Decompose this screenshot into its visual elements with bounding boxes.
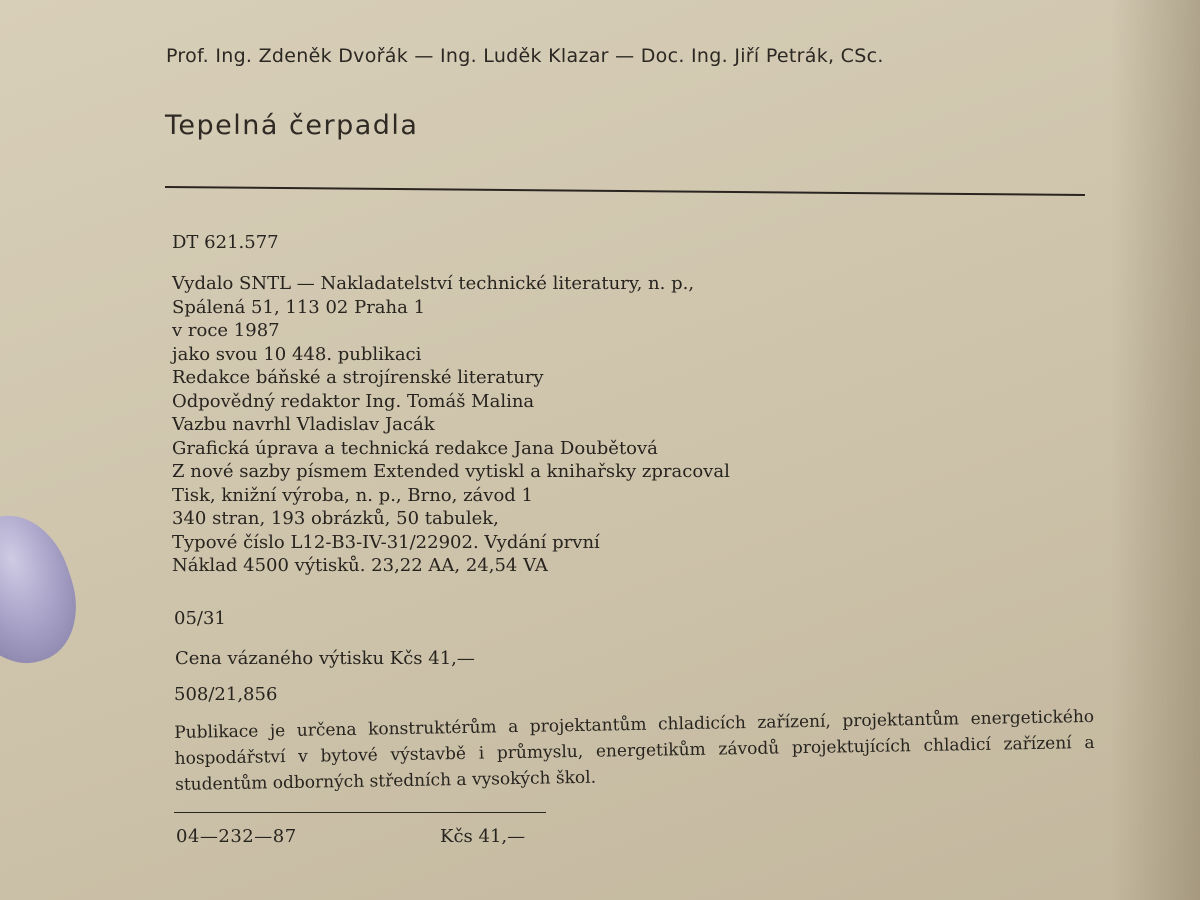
description-paragraph: Publikace je určena konstruktérům a projektantům chladicích zařízení, projektantům energetického hospodářství v bytové výstavbě i průmyslu, energetikům závodů projektujících chladicí zařízení a studentům odborných středních a vysokých škol. (174, 706, 1095, 795)
page-shadow (1110, 0, 1200, 900)
imprint-line: Typové číslo L12-B3-IV-31/22902. Vydání první (172, 531, 600, 553)
dt-classification: DT 621.577 (172, 232, 279, 253)
price-line: Cena vázaného výtisku Kčs 41,— (175, 648, 475, 669)
imprint-line: Odpovědný redaktor Ing. Tomáš Malina (172, 390, 535, 412)
imprint-line: Náklad 4500 výtisků. 23,22 AA, 24,54 VA (172, 555, 548, 576)
code-line: 05/31 (174, 608, 226, 629)
imprint-line: Vazbu navrhl Vladislav Jacák (172, 414, 435, 435)
imprint-line: Spálená 51, 113 02 Praha 1 (172, 296, 426, 318)
imprint-line: Grafická úprava a technická redakce Jana Doubětová (172, 437, 658, 459)
imprint-line: v roce 1987 (172, 320, 280, 341)
authors-line: Prof. Ing. Zdeněk Dvořák — Ing. Luděk Klazar — Doc. Ing. Jiří Petrák, CSc. (166, 45, 884, 67)
number-line: 508/21,856 (174, 684, 278, 705)
imprint-line: jako svou 10 448. publikaci (172, 343, 422, 365)
footer-price: Kčs 41,— (440, 826, 526, 847)
imprint-line: Tisk, knižní výroba, n. p., Brno, závod 1 (172, 484, 533, 506)
title-rule (165, 186, 1085, 196)
imprint-line: Vydalo SNTL — Nakladatelství technické literatury, n. p., (172, 273, 695, 294)
footer-rule (174, 812, 546, 813)
imprint-line: Z nové sazby písmem Extended vytiskl a knihařsky zpracoval (172, 461, 730, 482)
imprint-line: 340 stran, 193 obrázků, 50 tabulek, (172, 508, 499, 529)
book-title: Tepelná čerpadla (165, 110, 419, 141)
finger (0, 501, 92, 678)
imprint-details (172, 272, 730, 578)
footer-code: 04—232—87 (176, 826, 297, 847)
imprint-line: Redakce báňské a strojírenské literatury (172, 367, 544, 388)
